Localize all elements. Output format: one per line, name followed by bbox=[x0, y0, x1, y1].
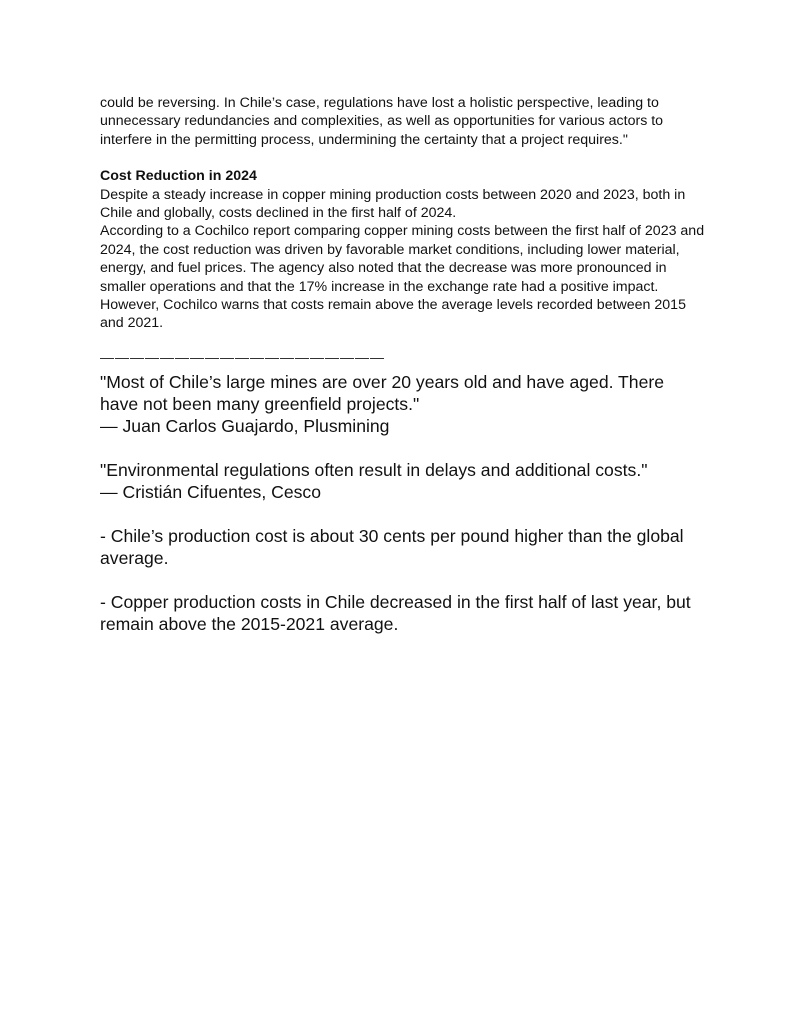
highlight-text: - Copper production costs in Chile decreased in the first half of last year, but remain above the 2015-2021 average. bbox=[100, 591, 691, 634]
intro-paragraph-block bbox=[100, 94, 706, 149]
quote-text: "Most of Chile’s large mines are over 20 years old and have aged. There have not been many greenfield projects." bbox=[100, 371, 665, 414]
key-points bbox=[100, 371, 706, 635]
quote-attribution: — Cristián Cifuentes, Cesco bbox=[100, 481, 321, 502]
section-paragraph: Despite a steady increase in copper mining production costs between 2020 and 2023, both in Chile and globally, costs declined in the first half of 2024. bbox=[100, 186, 686, 222]
quote-block bbox=[100, 371, 706, 437]
highlight-text: - Chile’s production cost is about 30 cents per pound higher than the global average. bbox=[100, 525, 684, 568]
divider-line: ——————————————————— bbox=[100, 348, 385, 365]
quote-block bbox=[100, 459, 706, 503]
section-heading: Cost Reduction in 2024 bbox=[100, 168, 257, 185]
cost-reduction-section bbox=[100, 167, 706, 333]
intro-paragraph: could be reversing. In Chile’s case, regulations have lost a holistic perspective, leading to unnecessary redundancies and complexities, as well as opportunities for various actors to interfere in the permitting process, undermining the certainty that a project requires." bbox=[100, 95, 664, 148]
document-page bbox=[100, 94, 706, 657]
quote-attribution: — Juan Carlos Guajardo, Plusmining bbox=[100, 415, 390, 436]
quote-text: "Environmental regulations often result in delays and additional costs." bbox=[100, 459, 648, 480]
highlight-item bbox=[100, 591, 706, 635]
section-paragraph: According to a Cochilco report comparing copper mining costs between the first half of 2023 and 2024, the cost reduction was driven by favorable market conditions, including lower material, energy, and fuel prices. The agency also noted that the decrease was more pronounced in smaller operations and that the 17% increase in the exchange rate had a positive impact. bbox=[100, 223, 705, 295]
section-paragraph: However, Cochilco warns that costs remain above the average levels recorded between 2015 and 2021. bbox=[100, 297, 686, 332]
highlight-item bbox=[100, 525, 706, 569]
